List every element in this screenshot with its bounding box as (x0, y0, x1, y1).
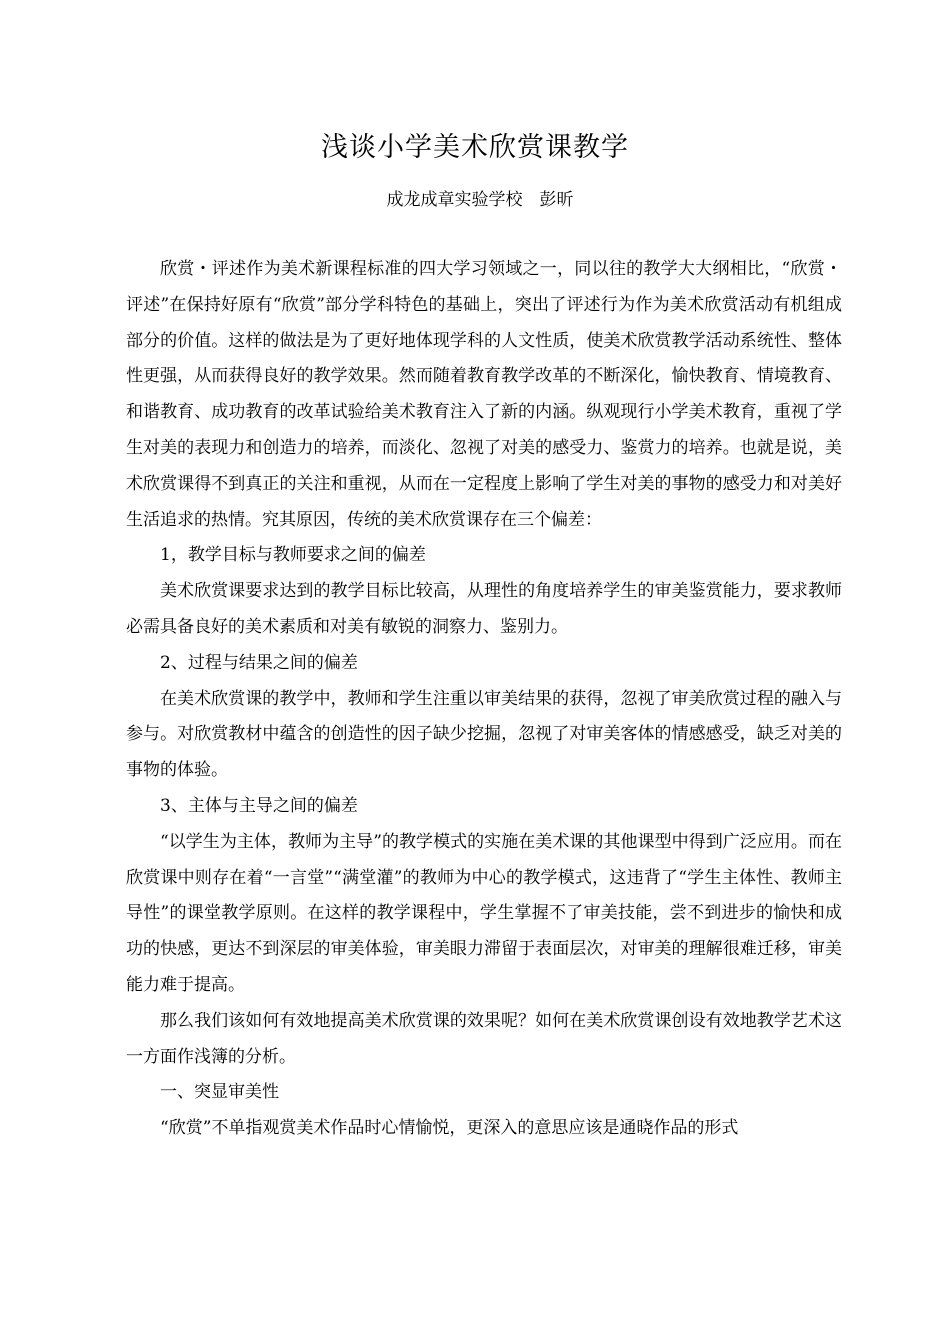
paragraph-deviation-3: “以学生为主体，教师为主导”的教学模式的实施在美术课的其他课型中得到广泛应用。而在欣赏课中则存在着“一言堂”“满堂灌”的教师为中心的教学模式，这违背了“学生主体性、教师主导性”的课堂教学原则。在这样的教学课程中，学生掌握不了审美技能，尝不到进步的愉快和成功的快感，更达不到深层的审美体验，审美眼力滞留于表面层次，对审美的理解很难迁移，审美能力难于提高。 (126, 831, 842, 995)
paragraph-section-1: “欣赏”不单指观赏美术作品时心情愉悦，更深入的意思应该是通晓作品的形式 (160, 1118, 739, 1139)
document-body (126, 252, 842, 1147)
heading-deviation-2: 2、过程与结果之间的偏差 (160, 652, 358, 673)
paragraph-deviation-1: 美术欣赏课要求达到的教学目标比较高，从理性的角度培养学生的审美鉴赏能力，要求教师必需具备良好的美术素质和对美有敏锐的洞察力、鉴别力。 (126, 581, 842, 637)
author-byline: 成龙成章实验学校 彭昕 (386, 190, 574, 210)
paragraph-question: 那么我们该如何有效地提高美术欣赏课的效果呢？如何在美术欣赏课创设有效地教学艺术这一方面作浅簿的分析。 (126, 1010, 842, 1067)
heading-section-1: 一、突显审美性 (160, 1082, 279, 1103)
document-title: 浅谈小学美术欣赏课教学 (321, 132, 629, 163)
heading-deviation-1: 1，教学目标与教师要求之间的偏差 (160, 545, 426, 566)
paragraph-deviation-2: 在美术欣赏课的教学中，教师和学生注重以审美结果的获得，忽视了审美欣赏过程的融入与参与。对欣赏教材中蕴含的创造性的因子缺少挖掘，忽视了对审美客体的情感感受，缺乏对美的事物的体验。 (126, 688, 842, 781)
paragraph-intro: 欣赏・评述作为美术新课程标准的四大学习领域之一，同以往的教学大大纲相比，“欣赏・评述”在保持好原有“欣赏”部分学科特色的基础上，突出了评述行为作为美术欣赏活动有机组成部分的价值。这样的做法是为了更好地体现学科的人文性质，使美术欣赏教学活动系统性、整体性更强，从而获得良好的教学效果。然而随着教育教学改革的不断深化，愉快教育、情境教育、和谐教育、成功教育的改革试验给美术教育注入了新的内涵。纵观现行小学美术教育，重视了学生对美的表现力和创造力的培养，而淡化、忽视了对美的感受力、鉴赏力的培养。也就是说，美术欣赏课得不到真正的关注和重视，从而在一定程度上影响了学生对美的事物的感受力和对美好生活追求的热情。究其原因，传统的美术欣赏课存在三个偏差： (126, 259, 842, 530)
heading-deviation-3: 3、主体与主导之间的偏差 (160, 795, 358, 816)
